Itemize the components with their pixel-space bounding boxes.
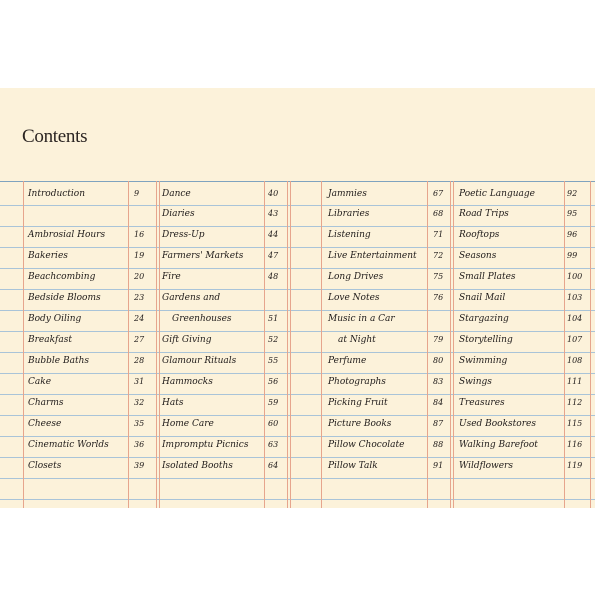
entry-label: Live Entertainment [328, 251, 417, 261]
entry-page-number: 95 [567, 209, 578, 218]
column-rule [450, 181, 451, 508]
entry-label: Dance [162, 189, 191, 199]
entry-label: Bedside Blooms [28, 293, 101, 303]
entry-page-number: 20 [134, 272, 145, 281]
entry-page-number: 24 [134, 314, 145, 323]
entry-label: Pillow Talk [328, 461, 378, 471]
entry-page-number: 44 [268, 230, 279, 239]
entry-page-number: 76 [433, 293, 444, 302]
entry-label: Gift Giving [162, 335, 212, 345]
ledger-rule [0, 289, 595, 290]
ledger-rule [0, 478, 595, 479]
entry-label: Photographs [328, 377, 386, 387]
entry-page-number: 79 [433, 335, 444, 344]
entry-label: Body Oiling [28, 314, 82, 324]
entry-page-number: 39 [134, 461, 145, 470]
entry-page-number: 112 [567, 398, 583, 407]
entry-page-number: 52 [268, 335, 279, 344]
entry-page-number: 107 [567, 335, 583, 344]
ledger-rule [0, 331, 595, 332]
entry-label: Libraries [328, 209, 370, 219]
entry-label: Long Drives [328, 272, 384, 282]
entry-label: Music in a Car [328, 314, 395, 324]
entry-page-number: 31 [134, 377, 145, 386]
ledger-top-rule [0, 181, 595, 182]
entry-page-number: 75 [433, 272, 444, 281]
entry-page-number: 115 [567, 419, 583, 428]
entry-page-number: 56 [268, 377, 279, 386]
column-rule [564, 181, 565, 508]
entry-page-number: 63 [268, 440, 279, 449]
entry-label: Stargazing [459, 314, 509, 324]
entry-page-number: 108 [567, 356, 583, 365]
ledger-rule [0, 226, 595, 227]
entry-page-number: 91 [433, 461, 444, 470]
entry-label: Breakfast [28, 335, 72, 345]
column-rule [321, 181, 322, 508]
entry-page-number: 99 [567, 251, 578, 260]
ledger-rule [0, 373, 595, 374]
entry-page-number: 88 [433, 440, 444, 449]
ledger-rule [0, 394, 595, 395]
entry-page-number: 27 [134, 335, 145, 344]
entry-page-number: 111 [567, 377, 583, 386]
entry-page-number: 96 [567, 230, 578, 239]
ledger-rule [0, 499, 595, 500]
margin-rule [23, 181, 24, 508]
entry-page-number: 87 [433, 419, 444, 428]
entry-page-number: 43 [268, 209, 279, 218]
entry-label: Gardens and [162, 293, 221, 303]
column-rule [590, 181, 591, 508]
entry-label: Cheese [28, 419, 62, 429]
entry-label: Home Care [162, 419, 214, 429]
entry-label: Picture Books [328, 419, 392, 429]
ledger-rule [0, 268, 595, 269]
contents-page [0, 88, 595, 508]
page-title: Contents [22, 126, 88, 147]
entry-label: Diaries [162, 209, 195, 219]
entry-label: Road Trips [459, 209, 509, 219]
entry-label: Bakeries [28, 251, 68, 261]
entry-label: Listening [328, 230, 371, 240]
entry-page-number: 104 [567, 314, 583, 323]
entry-label: Cinematic Worlds [28, 440, 109, 450]
entry-page-number: 59 [268, 398, 279, 407]
entry-label: Seasons [459, 251, 497, 261]
entry-page-number: 19 [134, 251, 145, 260]
entry-label: Fire [162, 272, 181, 282]
entry-page-number: 84 [433, 398, 444, 407]
entry-page-number: 16 [134, 230, 145, 239]
entry-page-number: 100 [567, 272, 583, 281]
entry-label: Wildflowers [459, 461, 513, 471]
entry-label: Treasures [459, 398, 505, 408]
entry-page-number: 55 [268, 356, 279, 365]
entry-page-number: 68 [433, 209, 444, 218]
entry-label: Storytelling [459, 335, 513, 345]
entry-page-number: 67 [433, 189, 444, 198]
entry-page-number: 83 [433, 377, 444, 386]
column-rule [264, 181, 265, 508]
entry-page-number: 116 [567, 440, 583, 449]
ledger-rule [0, 310, 595, 311]
column-rule [128, 181, 129, 508]
column-rule [427, 181, 428, 508]
entry-page-number: 48 [268, 272, 279, 281]
entry-label: Hats [162, 398, 184, 408]
entry-page-number: 60 [268, 419, 279, 428]
entry-page-number: 92 [567, 189, 578, 198]
entry-page-number: 71 [433, 230, 444, 239]
ledger-rule [0, 205, 595, 206]
entry-page-number: 23 [134, 293, 145, 302]
entry-label: Greenhouses [172, 314, 232, 324]
entry-page-number: 47 [268, 251, 279, 260]
entry-label: Pillow Chocolate [328, 440, 405, 450]
entry-label: Rooftops [459, 230, 500, 240]
entry-label: Snail Mail [459, 293, 506, 303]
ledger-rule [0, 415, 595, 416]
entry-page-number: 35 [134, 419, 145, 428]
entry-label: Cake [28, 377, 52, 387]
ledger-rule [0, 436, 595, 437]
entry-label: Glamour Rituals [162, 356, 237, 366]
entry-label: Love Notes [328, 293, 380, 303]
entry-label: Jammies [328, 189, 367, 199]
entry-page-number: 28 [134, 356, 145, 365]
ledger-rule [0, 247, 595, 248]
entry-label: Used Bookstores [459, 419, 536, 429]
entry-page-number: 80 [433, 356, 444, 365]
entry-label: Swings [459, 377, 492, 387]
column-rule [156, 181, 157, 508]
column-rule [287, 181, 288, 508]
entry-label: Perfume [328, 356, 367, 366]
entry-label: Isolated Booths [162, 461, 233, 471]
entry-page-number: 51 [268, 314, 279, 323]
entry-page-number: 64 [268, 461, 279, 470]
entry-label: Dress-Up [162, 230, 205, 240]
entry-label: Bubble Baths [28, 356, 90, 366]
entry-label: Swimming [459, 356, 508, 366]
ledger-grid [0, 181, 595, 508]
entry-label: Charms [28, 398, 64, 408]
entry-page-number: 72 [433, 251, 444, 260]
ledger-rule [0, 457, 595, 458]
entry-page-number: 103 [567, 293, 583, 302]
entry-page-number: 32 [134, 398, 145, 407]
entry-label: Picking Fruit [328, 398, 388, 408]
entry-page-number: 40 [268, 189, 279, 198]
entry-label: Ambrosial Hours [28, 230, 106, 240]
entry-label: Impromptu Picnics [162, 440, 249, 450]
entry-label: Closets [28, 461, 62, 471]
entry-label: Poetic Language [459, 189, 535, 199]
ledger-rule [0, 352, 595, 353]
entry-label: Hammocks [162, 377, 213, 387]
entry-page-number: 9 [134, 189, 140, 198]
entry-label: Introduction [28, 189, 85, 199]
entry-page-number: 36 [134, 440, 145, 449]
entry-label: Walking Barefoot [459, 440, 538, 450]
entry-label: at Night [338, 335, 376, 345]
entry-label: Beachcombing [28, 272, 96, 282]
entry-label: Small Plates [459, 272, 516, 282]
entry-label: Farmers' Markets [162, 251, 244, 261]
entry-page-number: 119 [567, 461, 583, 470]
